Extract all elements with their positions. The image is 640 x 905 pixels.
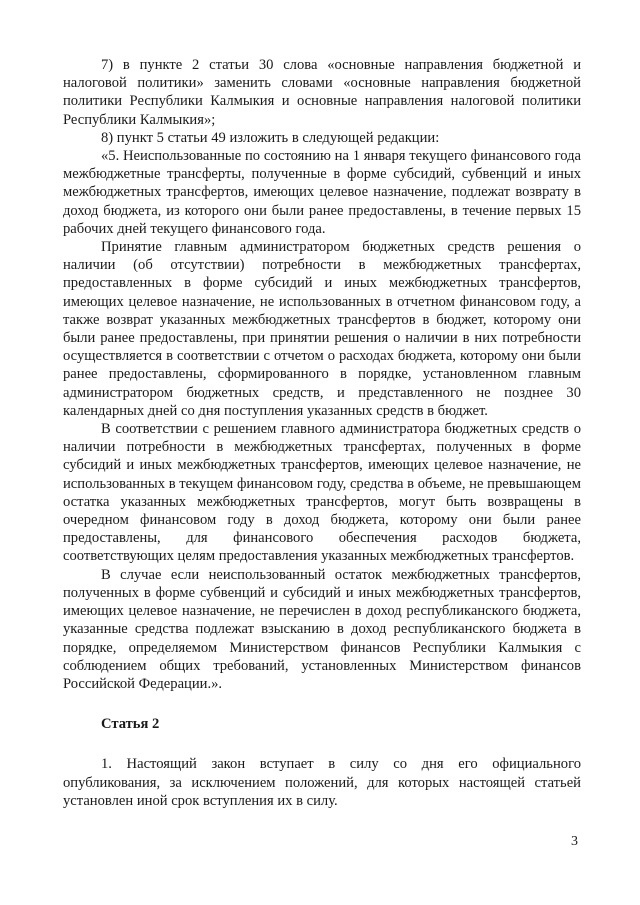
paragraph-entry-into-force: 1. Настоящий закон вступает в силу со дня его официального опубликования, за исключением положений, для которых настоящей статьей установлен иной срок вступления их в силу. xyxy=(63,756,581,809)
paragraph-clause-5: «5. Неиспользованные по состоянию на 1 января текущего финансового года межбюджетные трансферты, полученные в форме субсидий, субвенций и иных межбюджетных трансфертов, имеющих целевое назначение, подлежат возврату в доход бюджета, из которого они были ранее предоставлены, в течение первых 15 рабочих дней текущего финансового года. xyxy=(63,148,581,237)
article-heading: Статья 2 xyxy=(101,716,160,733)
paragraph-return-funds: В соответствии с решением главного администратора бюджетных средств о наличии потребности в межбюджетных трансфертах, полученных в форме субсидий и иных межбюджетных трансфертов, имеющих целевое назначение, не использованных в текущем финансовом году, средства в объеме, не превышающем остатка указанных межбюджетных трансфертов, могут быть возвращены в очередном финансовом году в доход бюджета, которому они были ранее предоставлены, для финансового обеспечения расходов бюджета, соответствующих целям предоставления указанных межбюджетных трансфертов. xyxy=(63,421,581,565)
paragraph-decision-need: Принятие главным администратором бюджетных средств решения о наличии (об отсутствии) потребности в межбюджетных трансфертах, предоставленных в форме субсидий и иных межбюджетных трансфертов, имеющих целевое назначение, не использованных в отчетном финансовом году, а также возврат указанных межбюджетных трансфертов в бюджет, которому они были ранее предоставлены, при принятии решения о наличии в них потребности осуществляется в соответствии с отчетом о расходах бюджета, которому они были ранее предоставлены, сформированного в порядке, установленном главным администратором бюджетных средств, и представленного не позднее 30 календарных дней со дня поступления указанных средств в бюджет. xyxy=(63,239,581,419)
paragraph-item-8: 8) пункт 5 статьи 49 изложить в следующей редакции: xyxy=(101,129,440,146)
paragraph-item-7: 7) в пункте 2 статьи 30 слова «основные направления бюджетной и налоговой политики» заменить словами «основные направления бюджетной политики Республики Калмыкия и основные направления налоговой политики Республики Калмыкия»; xyxy=(63,57,581,128)
paragraph-recovery: В случае если неиспользованный остаток межбюджетных трансфертов, полученных в форме субвенций и субсидий и иных межбюджетных трансфертов, имеющих целевое назначение, не перечислен в доход республиканского бюджета, указанные средства подлежат взысканию в доход республиканского бюджета в порядке, определяемом Министерством финансов Республики Калмыкия с соблюдением общих требований, установленных Министерством финансов Российской Федерации.». xyxy=(63,566,581,692)
page-number: 3 xyxy=(571,834,578,849)
document-page xyxy=(63,56,581,810)
